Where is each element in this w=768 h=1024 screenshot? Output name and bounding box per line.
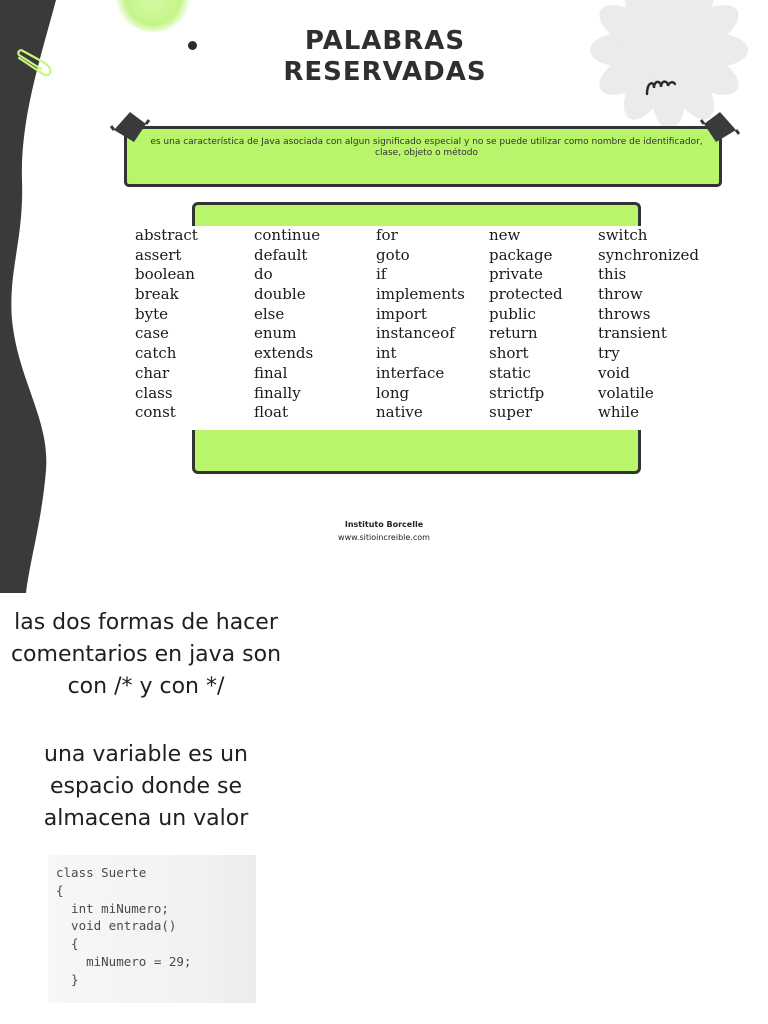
keyword-item: long — [376, 383, 410, 402]
keyword-item: continue — [254, 226, 321, 244]
keyword-item: abstract — [135, 226, 198, 244]
keywords-table — [126, 226, 716, 430]
keyword-item: do — [254, 265, 273, 284]
keyword-item: static — [489, 363, 531, 382]
keyword-item: char — [135, 363, 170, 382]
keyword-item: super — [489, 403, 533, 422]
keyword-item: byte — [135, 304, 168, 323]
code-line: miNumero = 29; — [56, 953, 192, 969]
keyword-item: public — [489, 304, 536, 323]
keyword-item: strictfp — [489, 383, 545, 402]
keyword-item: double — [254, 285, 306, 304]
title-line-2: RESERVADAS — [283, 57, 487, 87]
comments-note: las dos formas de hacer comentarios en java son con /* y con */ — [10, 610, 282, 699]
keyword-item: new — [489, 226, 521, 244]
keyword-item: native — [376, 403, 423, 422]
code-line: { — [56, 882, 64, 898]
wave-decoration — [0, 0, 80, 593]
keyword-item: volatile — [598, 383, 654, 402]
banner-definition-text: es una característica de Java asociada con algun significado especial y no se puede utilizar como nombre de identificador, clase, objeto o método — [150, 137, 703, 158]
code-line: int miNumero; — [56, 900, 169, 916]
keyword-item: const — [135, 403, 176, 422]
dot-decoration — [188, 41, 197, 50]
keyword-item: protected — [489, 285, 563, 304]
keyword-item: boolean — [135, 265, 195, 284]
keyword-item: transient — [598, 324, 667, 343]
keyword-item: default — [254, 245, 308, 264]
variable-note: una variable es un espacio donde se almacena un valor — [43, 742, 249, 831]
keyword-item: package — [489, 245, 553, 264]
keyword-item: enum — [254, 324, 297, 343]
keyword-item: case — [135, 324, 169, 343]
title-line-1: PALABRAS — [304, 26, 466, 56]
code-line: } — [56, 971, 79, 987]
keyword-item: void — [598, 363, 630, 382]
keyword-item: instanceof — [376, 324, 455, 343]
keyword-item: implements — [376, 285, 465, 304]
keyword-item: extends — [254, 344, 314, 363]
squiggle-icon — [644, 74, 678, 98]
code-snippet-image — [48, 855, 256, 1003]
keyword-item: if — [376, 265, 387, 284]
keyword-item: this — [598, 265, 627, 284]
keyword-item: try — [598, 344, 620, 363]
paperclip-icon — [15, 48, 55, 80]
keyword-item: break — [135, 285, 179, 304]
keyword-item: interface — [376, 363, 445, 382]
keyword-item: goto — [376, 245, 410, 264]
keyword-item: assert — [135, 245, 182, 264]
glow-circle-decoration — [116, 0, 190, 32]
keyword-item: int — [376, 344, 397, 363]
keyword-item: class — [135, 383, 173, 402]
keyword-item: else — [254, 304, 285, 323]
keyword-item: finally — [254, 383, 301, 402]
keyword-item: private — [489, 265, 543, 284]
keyword-item: synchronized — [598, 245, 699, 264]
footer-organization: Instituto Borcelle — [344, 520, 424, 529]
keyword-item: throw — [598, 285, 643, 304]
keyword-item: throws — [598, 304, 651, 323]
keyword-item: return — [489, 324, 538, 343]
keyword-item: final — [254, 363, 288, 382]
keyword-item: short — [489, 344, 529, 363]
page-title — [230, 26, 540, 88]
code-snippet-text — [48, 855, 256, 989]
tape-icon — [110, 108, 150, 144]
keywords-frame-bottom — [192, 428, 641, 474]
keyword-item: while — [598, 403, 639, 422]
code-line: class Suerte — [56, 865, 147, 880]
code-line: void entrada() — [56, 918, 177, 934]
keyword-item: for — [376, 226, 398, 244]
code-line: { — [56, 936, 79, 952]
footer-website: www.sitioincreible.com — [338, 533, 430, 542]
keyword-item: catch — [135, 344, 177, 363]
keyword-item: import — [376, 304, 427, 323]
keyword-item: float — [254, 403, 289, 422]
keyword-item: switch — [598, 226, 648, 244]
